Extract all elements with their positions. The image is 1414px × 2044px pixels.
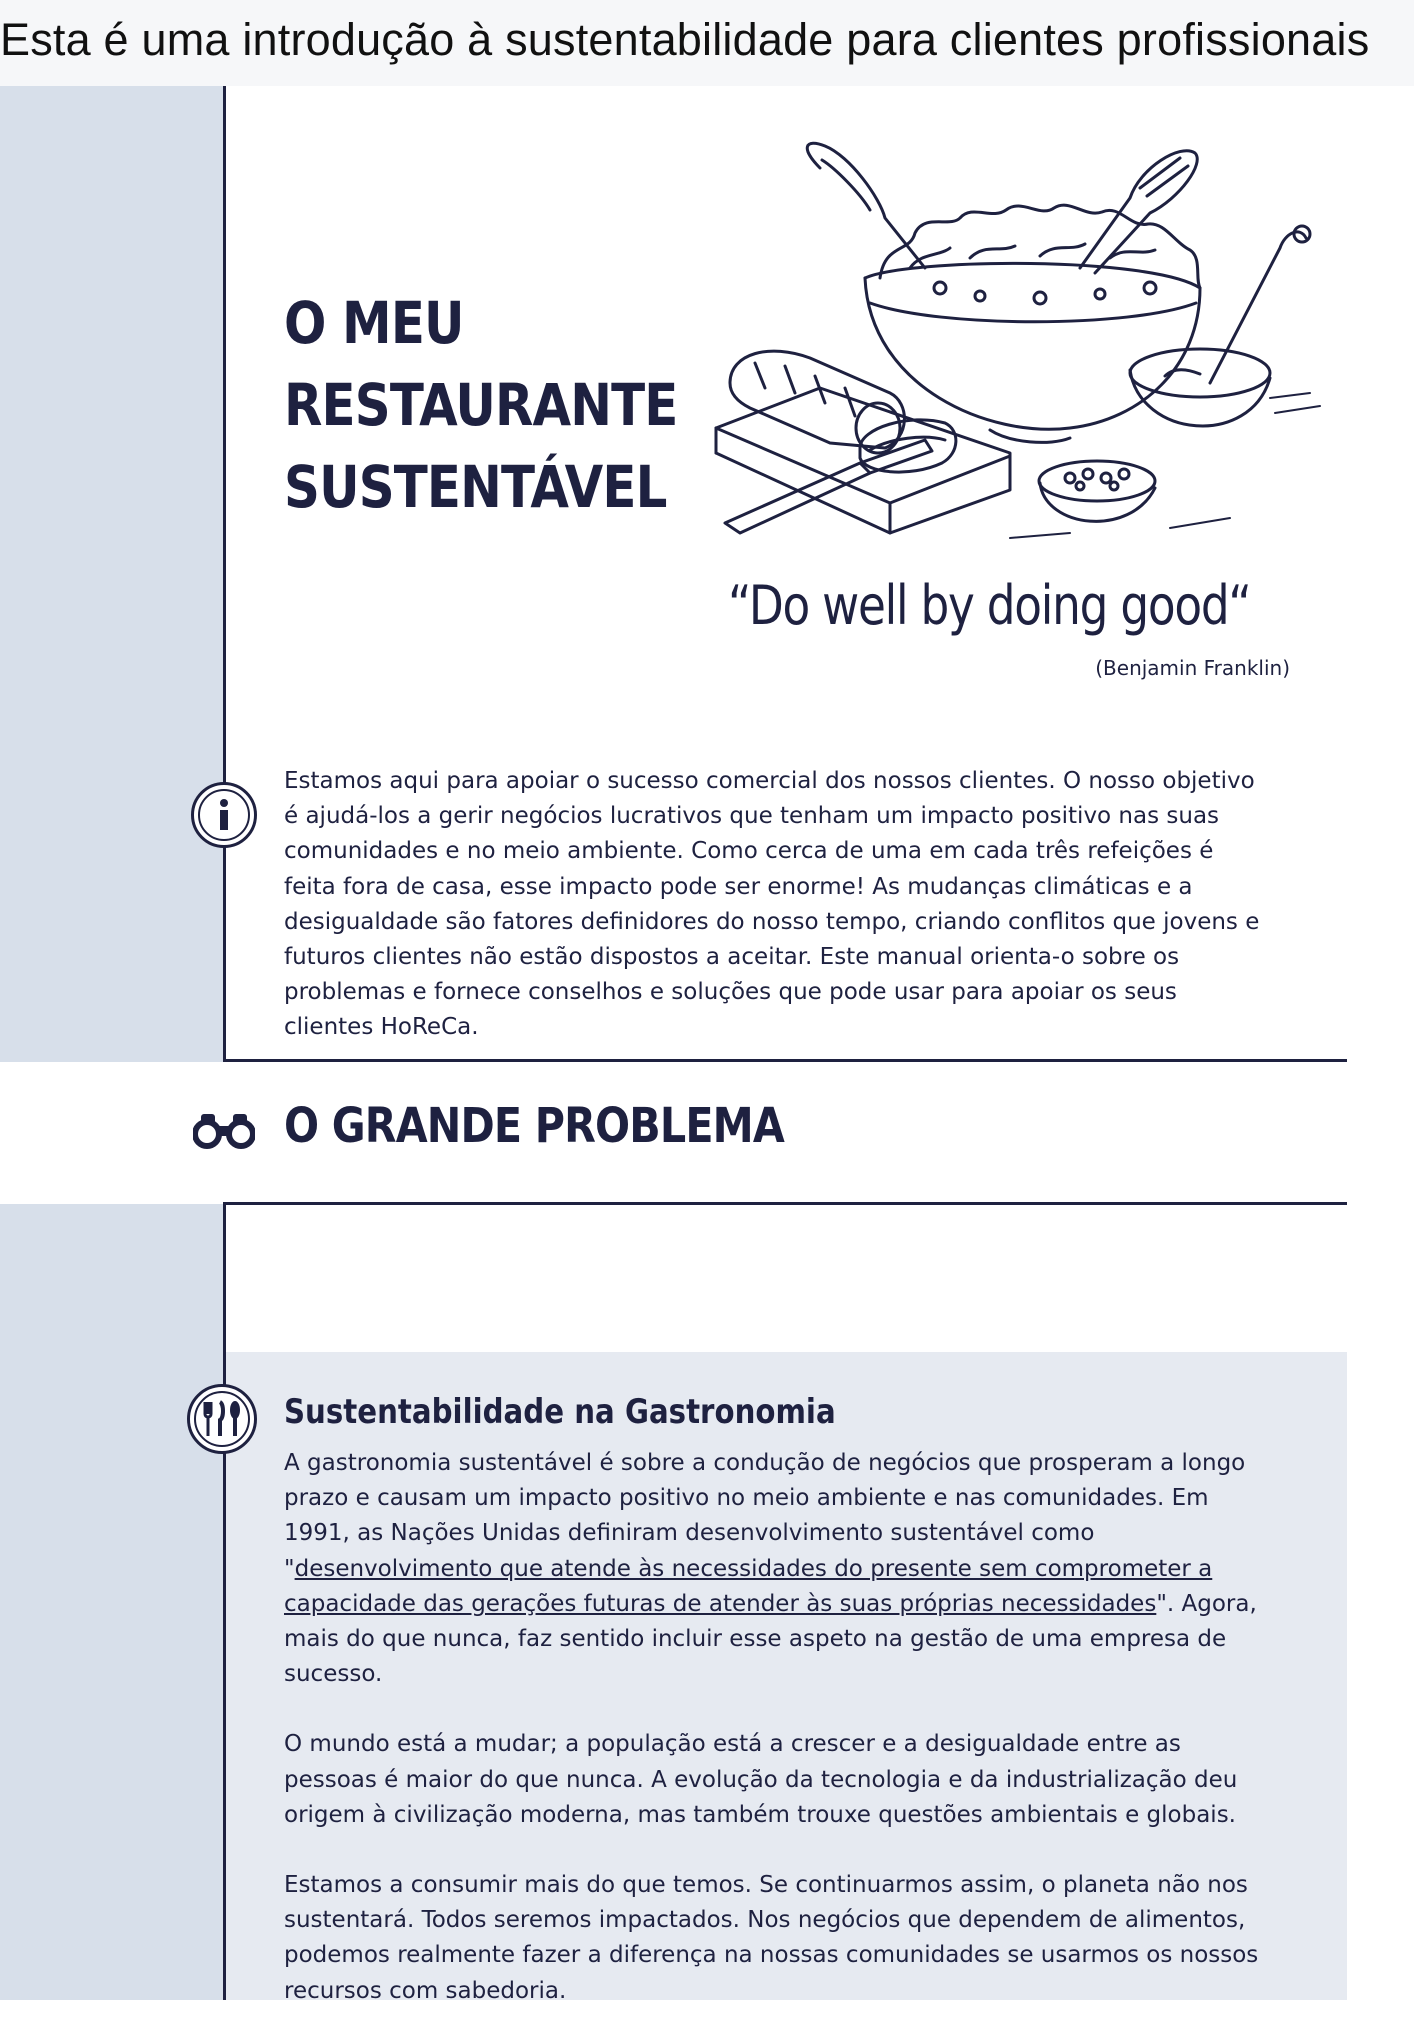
gastronomy-heading: Sustentabilidade na Gastronomia [284,1392,836,1432]
divider-bottom [223,1202,1347,1205]
gastronomy-p1-before: A gastronomia sustentável é sobre a condução de negócios que prosperam a longo prazo e causam um impacto positivo no meio ambiente e nas comunidades. Em 1991, as Nações Unidas definiram desenvolvimento sustentável como " [284,1450,1246,1582]
quote-text: “Do well by doing good“ [728,574,1251,637]
title-line-2: RESTAURANTE [284,371,678,439]
food-illustration [710,138,1350,568]
quote-author: (Benjamin Franklin) [1095,656,1290,680]
info-glyph [211,798,237,832]
binoculars-icon [193,1112,255,1150]
title-line-3: SUSTENTÁVEL [284,453,667,521]
vertical-rule-bottom [223,1204,226,2000]
gastronomy-p1-after: ". Agora, mais do que nunca, faz sentido incluir esse aspeto na gestão de uma empresa de sucesso. [284,1590,1257,1688]
intro-paragraph: Estamos aqui para apoiar o sucesso comercial dos nossos clientes. O nosso objetivo é ajudá-los a gerir negócios lucrativos que tenham um impacto positivo nas suas comunidades e no meio ambiente. Como cerca de uma em cada três refeições é feita fora de casa, esse impacto pode ser enorme! As mudanças climáticas e a desigualdade são fatores definidores do nosso tempo, criando conflitos que jovens e futuros clientes não estão dispostos a aceitar. Este manual orienta-o sobre os problemas e fornece conselhos e soluções que pode usar para apoiar os seus clientes HoReCa. [284,768,1260,1041]
problem-heading: O GRANDE PROBLEMA [284,1098,784,1154]
left-stripe-top [0,86,224,1062]
un-definition-link[interactable]: desenvolvimento que atende às necessidades do presente sem comprometer a capacidade das gerações futuras de atender às suas próprias necessidades [284,1555,1213,1617]
cutlery-glyph [202,1400,242,1438]
left-stripe-bottom [0,1204,224,2000]
page-title [284,282,678,528]
banner-text: Esta é uma introdução à sustentabilidade para clientes profissionais [0,14,1370,65]
vertical-rule-top [223,86,226,1062]
gastronomy-paragraph-3: Estamos a consumir mais do que temos. Se continuarmos assim, o planeta não nos sustentará. Todos seremos impactados. Nos negócios que dependem de alimentos, podemos realmente fazer a diferença na nossas comunidades se usarmos os nossos recursos com sabedoria. [284,1872,1259,2004]
gastronomy-body [284,1446,1264,2044]
title-line-1: O MEU [284,289,464,357]
divider-top [223,1059,1347,1062]
info-icon [191,782,257,848]
gastronomy-paragraph-2: O mundo está a mudar; a população está a crescer e a desigualdade entre as pessoas é maior do que nunca. A evolução da tecnologia e da industrialização deu origem à civilização moderna, mas também trouxe questões ambientais e globais. [284,1731,1238,1828]
cutlery-icon [187,1384,257,1454]
gastronomy-paragraph-1 [284,1446,1264,1692]
top-banner [0,0,1414,86]
